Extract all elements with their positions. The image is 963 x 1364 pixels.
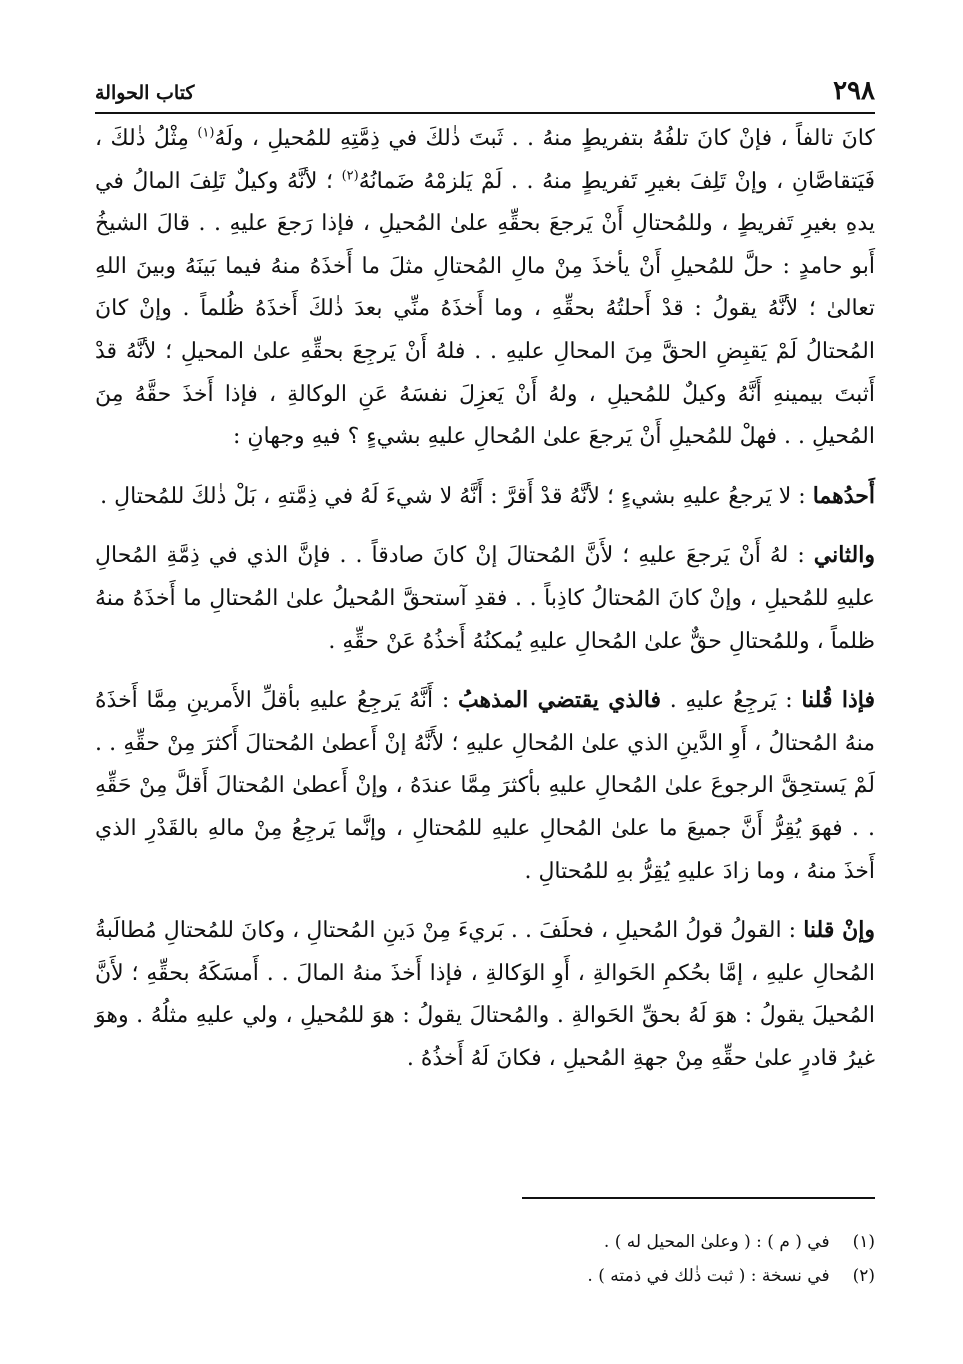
footnote-number: (١) <box>852 1232 875 1252</box>
paragraph <box>95 909 875 1080</box>
footnote <box>95 1264 875 1288</box>
footnote-divider <box>522 1197 875 1199</box>
bold-term: وإنْ قلنا <box>803 917 875 944</box>
text-run: : أَنَّهُ يَرجِعُ عليهِ بأقلِّ الأَمرينِ مِمَّا أَخذَهُ منهُ المُحتالُ ، أَوِ الدَّينِ الذي علىٰ المُحالِ عليهِ ؛ لأَنَّهُ إنْ أَعطىٰ المُحتالَ أَكثرَ مِنْ حقِّهِ . . لَمْ يَستحِقَّ الرجوعَ علىٰ المُحالِ عليهِ بأكثرَ مِمَّا عندَهُ ، وإنْ أَعطىٰ المُحتالَ أَقلَّ مِنْ حَقِّهِ . . فهوَ يُقِرُّ أَنَّ جميعَ ما علىٰ المُحالِ عليهِ للمُحتالِ ، وإنَّما يَرجِعُ مِنْ مالهِ بالقَدْرِ الذي أَخذَ منهُ ، وما زادَ عليهِ يُقِرُّ بهِ للمُحتالِ . <box>95 688 875 884</box>
text-run: كانَ تالفاً ، فإنْ كانَ تلفُهُ بتفريطٍ منهُ . . ثَبتَ ذٰلكَ في ذِمَّتِهِ للمُحيلِ ، ولَهُ <box>214 126 875 151</box>
paragraph <box>95 534 875 663</box>
text-run: : لا يَرجعُ عليهِ بشيءٍ ؛ لأنَّهُ قدْ أَقرَّ : أَنَّهُ لا شيءَ لَهُ في ذِمَّتهِ ، بَلْ ذٰلكَ للمُحتالِ . <box>100 483 813 509</box>
footnote-text: في نسخة : ( ثبت ذٰلك في ذمته ) . <box>587 1266 830 1286</box>
paragraph <box>95 475 875 519</box>
bold-term: والثاني <box>813 542 875 569</box>
bold-term: أَحدُهما <box>812 482 875 509</box>
footnote-reference: (٢) <box>341 168 359 184</box>
text-run: : القولُ قولُ المُحيلِ ، فحلَفَ . . بَريءَ مِنْ دَينِ المُحتالِ ، وكانَ للمُحتالِ مُطالَبةُ المُحالِ عليهِ ، إمَّا بحُكمِ الحَوالةِ ، أَوِ الوَكالةِ ، فإذا أَخذَ منهُ المالَ . . أَمسَكَهُ بحقِّهِ ؛ لأَنَّ المُحيلَ يقولُ : هوَ لَهُ بحقِّ الحَوالةِ . والمُحتالَ يقولُ : هوَ للمُحيلِ ، ولي عليهِ مثلُهُ . وهوَ غيرُ قادرٍ علىٰ حقِّهِ مِنْ جهةِ المُحيلِ ، فكانَ لَهُ أَخذُهُ . <box>95 918 875 1071</box>
page-number: ٢٩٨ <box>833 76 875 106</box>
bold-term: فالذي يقتضي المذهبُ <box>457 687 661 714</box>
footnote-reference: (١) <box>197 125 215 141</box>
paragraph <box>95 679 875 893</box>
text-run: : لهُ أَنْ يَرجعَ عليهِ ؛ لأَنَّ المُحتالَ إنْ كانَ صادقاً . . فإنَّ الذي في ذِمَّةِ المُحالِ عليهِ للمُحيلِ ، وإنْ كانَ المُحتالُ كاذِباً . . فقدِ آستحقَّ المُحيلُ علىٰ المُحتالِ ما أَخذَهُ منهُ ظلماً ، وللمُحتالِ حقٌّ علىٰ المُحالِ عليهِ يُمكنُهُ أَخذُهُ عَنْ حقِّهِ . <box>95 543 875 654</box>
text-run: ؛ لأنَّهُ وكيلٌ تَلِفَ المالُ في يدهِ بغيرِ تَفريطٍ ، وللمُحتالِ أَنْ يَرجعَ بحقِّهِ علىٰ المُحيلِ ، فإذا رَجعَ عليهِ . . قالَ الشيخُ أَبو حامدٍ : حلَّ للمُحيلِ أَنْ يأخذَ مِنْ مالِ المُحتالِ مثلَ ما أَخذَهُ منهُ فيما بَينَهُ وبينَ اللهِ تعالىٰ ؛ لأنَّهُ يقولُ : قدْ أَحلتُهُ بحقِّهِ ، وما أَخذَهُ منِّي بعدَ ذٰلكَ أَخذَهُ ظُلماً . وإنْ كانَ المُحتالُ لَمْ يَقبِضِ الحقَّ مِنَ المحالِ عليهِ . . فلهُ أَنْ يَرجِعَ بحقِّهِ علىٰ المحيلِ ؛ لأنَّهُ قدْ أَثبتَ بيمينهِ أَنَّهُ وكيلٌ للمُحيلِ ، ولهُ أَنْ يَعزِلَ نفسَهُ عَنِ الوكالةِ ، فإذا أَخذَ حقَّهُ مِنَ المُحيلِ . . فهلْ للمُحيلِ أَنْ يَرجعَ علىٰ المُحالِ عليهِ بشيءٍ ؟ فيهِ وجهانِ : <box>95 168 875 450</box>
footnote-number: (٢) <box>852 1266 875 1286</box>
footnotes <box>95 1230 875 1298</box>
body-text <box>95 118 875 1096</box>
text-run: مِثْلُ ذٰلكَ ، فَيَتقاصَّانِ ، وإنْ تَلِفَ بغيرِ تَفريطٍ منهُ . . لَمْ يَلزمْهُ ضَمانُهُ <box>95 126 875 194</box>
page-header <box>95 72 875 114</box>
bold-term: فإذا قُلنا <box>801 687 875 714</box>
text-run: : يَرجِعُ عليهِ . <box>660 688 802 714</box>
book-title: كتاب الحوالة <box>95 82 195 104</box>
paragraph <box>95 118 875 459</box>
footnote-text: في ( م ) : ( وعلىٰ المحيل له ) . <box>603 1232 830 1252</box>
footnote <box>95 1230 875 1254</box>
